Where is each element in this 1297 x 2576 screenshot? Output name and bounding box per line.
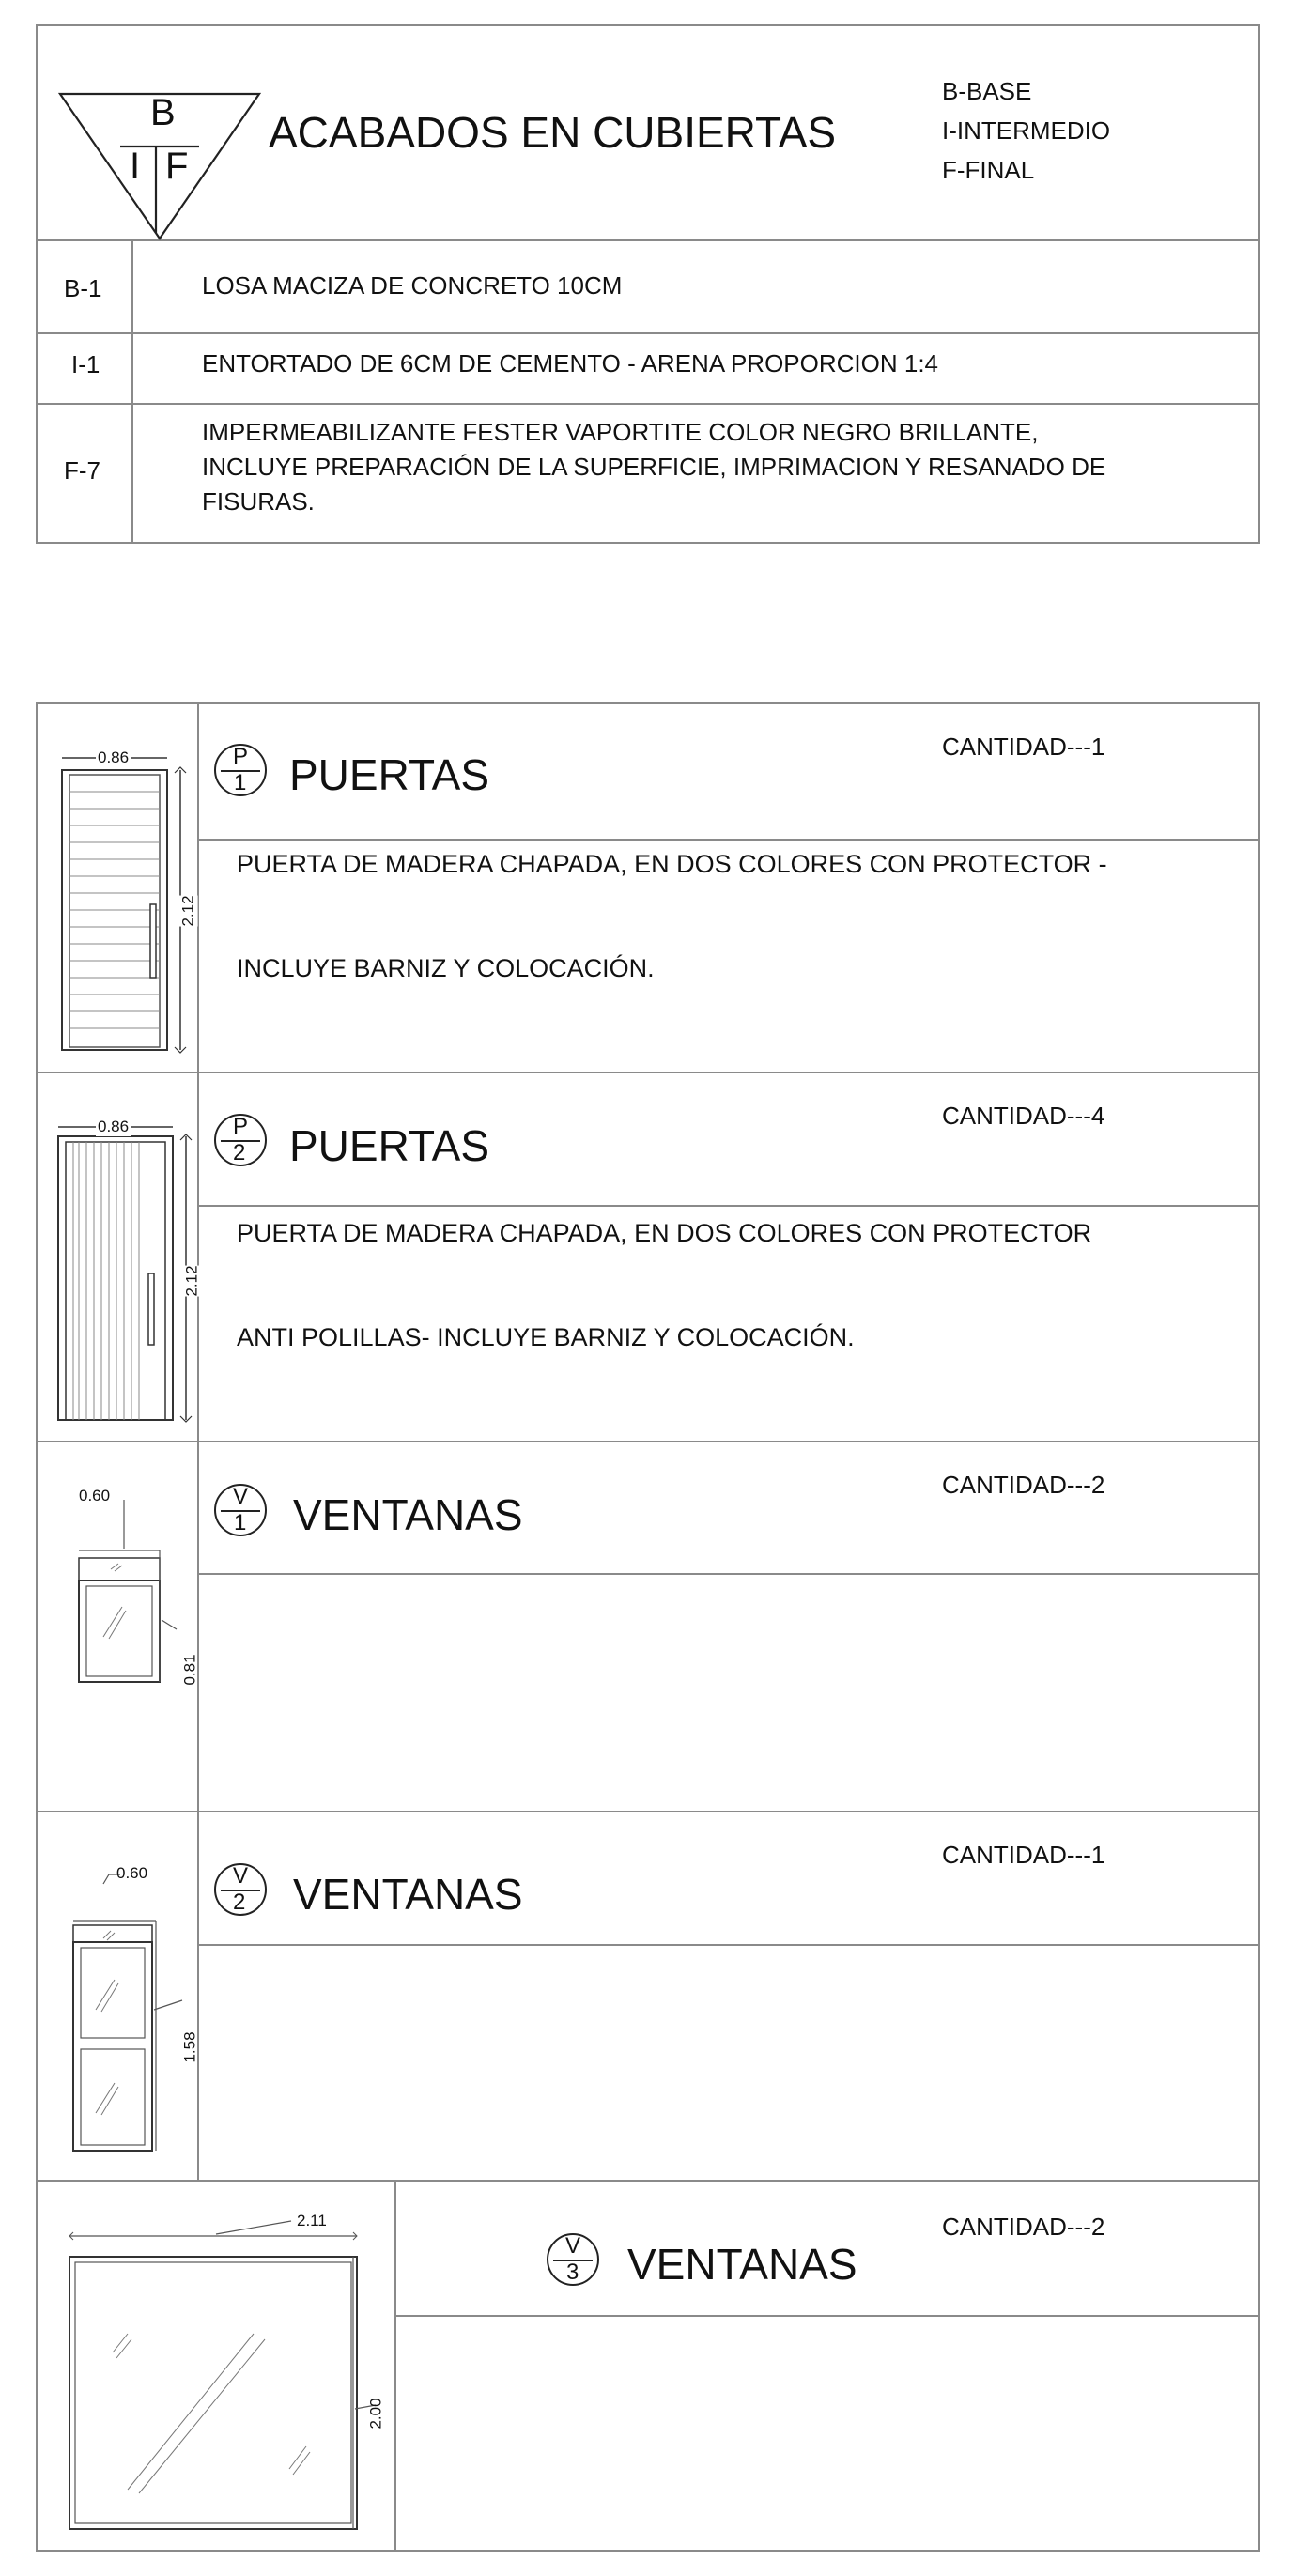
row-code: B-1: [64, 274, 102, 302]
item-quantity: CANTIDAD---1: [942, 1841, 1105, 1869]
row-description-line: IMPERMEABILIZANTE FESTER VAPORTITE COLOR NEGRO BRILLANTE,: [202, 418, 1039, 446]
tag-letter: P: [233, 1114, 249, 1139]
tag-letter: V: [233, 1484, 249, 1509]
dim-height: 2.00: [366, 2398, 385, 2429]
dim-width: 0.86: [98, 1118, 130, 1135]
symbol-intermediate-letter: I: [130, 146, 141, 187]
item-title: PUERTAS: [289, 1121, 490, 1170]
acabados-title: ACABADOS EN CUBIERTAS: [269, 108, 837, 157]
symbol-base-letter: B: [150, 92, 176, 133]
tag-letter: P: [233, 744, 249, 769]
item-quantity: CANTIDAD---4: [942, 1102, 1105, 1130]
dim-height: 0.81: [180, 1654, 199, 1686]
item-description-line: PUERTA DE MADERA CHAPADA, EN DOS COLORES CON PROTECTOR: [237, 1219, 1092, 1247]
item-description-line: PUERTA DE MADERA CHAPADA, EN DOS COLORES CON PROTECTOR -: [237, 850, 1107, 878]
symbol-final-letter: F: [165, 146, 189, 187]
item-quantity: CANTIDAD---2: [942, 1471, 1105, 1499]
item-title: PUERTAS: [289, 750, 490, 799]
legend-final: F-FINAL: [942, 156, 1035, 184]
legend-intermediate: I-INTERMEDIO: [942, 116, 1111, 145]
tag-number: 1: [234, 1510, 247, 1535]
item-title: VENTANAS: [627, 2240, 857, 2289]
item-title: VENTANAS: [293, 1490, 523, 1539]
item-quantity: CANTIDAD---1: [942, 733, 1105, 761]
row-description-line: FISURAS.: [202, 487, 315, 516]
window-elevation-icon: [62, 1859, 197, 2160]
tag-letter: V: [565, 2233, 581, 2259]
legend-base: B-BASE: [942, 77, 1032, 105]
dim-width: 0.60: [79, 1487, 111, 1504]
row-code: I-1: [71, 350, 100, 378]
item-title: VENTANAS: [293, 1870, 523, 1919]
tag-number: 3: [566, 2260, 579, 2285]
tag-number: 2: [233, 1140, 246, 1165]
dim-width: 0.60: [116, 1864, 148, 1882]
dim-width: 0.86: [98, 748, 130, 766]
dim-width: 2.11: [297, 2212, 327, 2229]
row-description: ENTORTADO DE 6CM DE CEMENTO - ARENA PROPORCION 1:4: [202, 349, 938, 378]
door-elevation-icon: [49, 747, 199, 1057]
tag-letter: V: [233, 1863, 249, 1889]
dim-height: 2.12: [178, 895, 197, 927]
item-description-line: ANTI POLILLAS- INCLUYE BARNIZ Y COLOCACIÓN.: [237, 1323, 855, 1351]
dim-height: 2.12: [182, 1265, 201, 1297]
door-elevation-icon: [49, 1116, 199, 1426]
dim-height: 1.58: [180, 2031, 199, 2063]
row-description: LOSA MACIZA DE CONCRETO 10CM: [202, 271, 623, 300]
row-code: F-7: [64, 456, 100, 485]
item-quantity: CANTIDAD---2: [942, 2213, 1105, 2241]
tag-number: 2: [233, 1890, 246, 1915]
window-elevation-icon: [56, 2212, 394, 2545]
item-description-line: INCLUYE BARNIZ Y COLOCACIÓN.: [237, 954, 655, 982]
tag-number: 1: [234, 770, 247, 795]
row-description-line: INCLUYE PREPARACIÓN DE LA SUPERFICIE, IMPRIMACION Y RESANADO DE: [202, 453, 1106, 481]
window-elevation-icon: [66, 1489, 197, 1686]
